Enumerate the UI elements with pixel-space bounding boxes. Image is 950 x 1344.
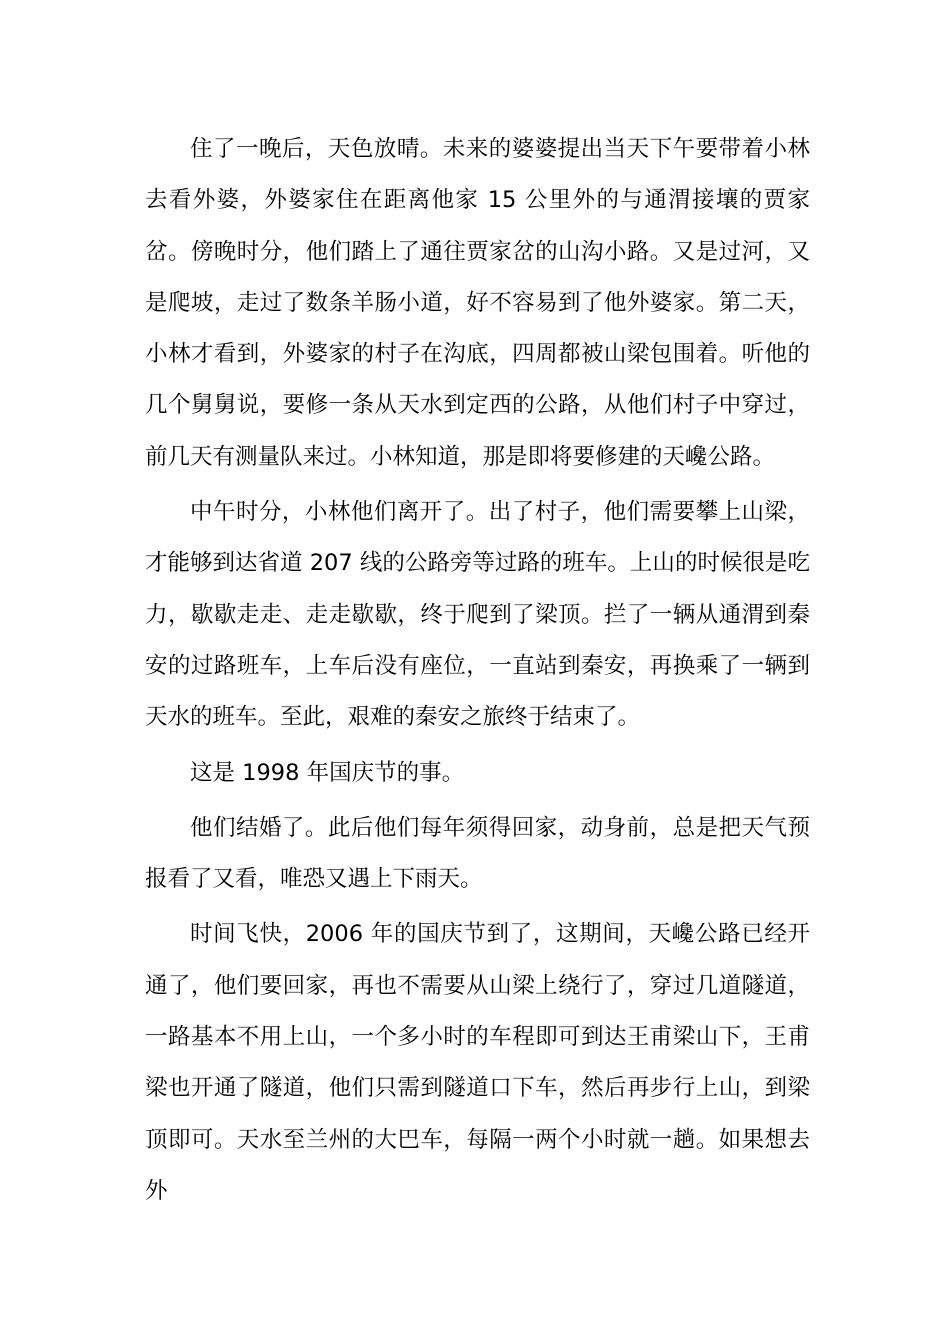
paragraph-4: 他们结婚了。此后他们每年须得回家，动身前，总是把天气预报看了又看，唯恐又遇上下雨天。 bbox=[145, 814, 810, 893]
paragraph-5: 时间飞快，2006 年的国庆节到了，这期间，天巉公路已经开通了，他们要回家，再也不需要从山梁上绕行了，穿过几道隧道，一路基本不用上山，一个多小时的车程即可到达王甫梁山下，王甫梁也开通了隧道，他们只需到隧道口下车，然后再步行上山，到梁顶即可。天水至兰州的大巴车，每隔一两个小时就一趟。如果想去外 bbox=[145, 921, 810, 1204]
document-page bbox=[145, 124, 810, 1217]
paragraph-2: 中午时分，小林他们离开了。出了村子，他们需要攀上山梁，才能够到达省道 207 线的公路旁等过路的班车。上山的时候很是吃力，歇歇走走、走走歇歇，终于爬到了梁顶。拦了一辆从通渭到秦安的过路班车，上车后没有座位，一直站到秦安，再换乘了一辆到天水的班车。至此，艰难的秦安之旅终于结束了。 bbox=[145, 499, 810, 731]
paragraph-3: 这是 1998 年国庆节的事。 bbox=[190, 759, 465, 786]
paragraph-1: 住了一晚后，天色放晴。未来的婆婆提出当天下午要带着小林去看外婆，外婆家住在距离他家 15 公里外的与通渭接壤的贾家岔。傍晚时分，他们踏上了通往贾家岔的山沟小路。又是过河，又是爬坡，走过了数条羊肠小道，好不容易到了他外婆家。第二天，小林才看到，外婆家的村子在沟底，四周都被山梁包围着。听他的几个舅舅说，要修一条从天水到定西的公路，从他们村子中穿过，前几天有测量队来过。小林知道，那是即将要修建的天巉公路。 bbox=[145, 136, 810, 470]
